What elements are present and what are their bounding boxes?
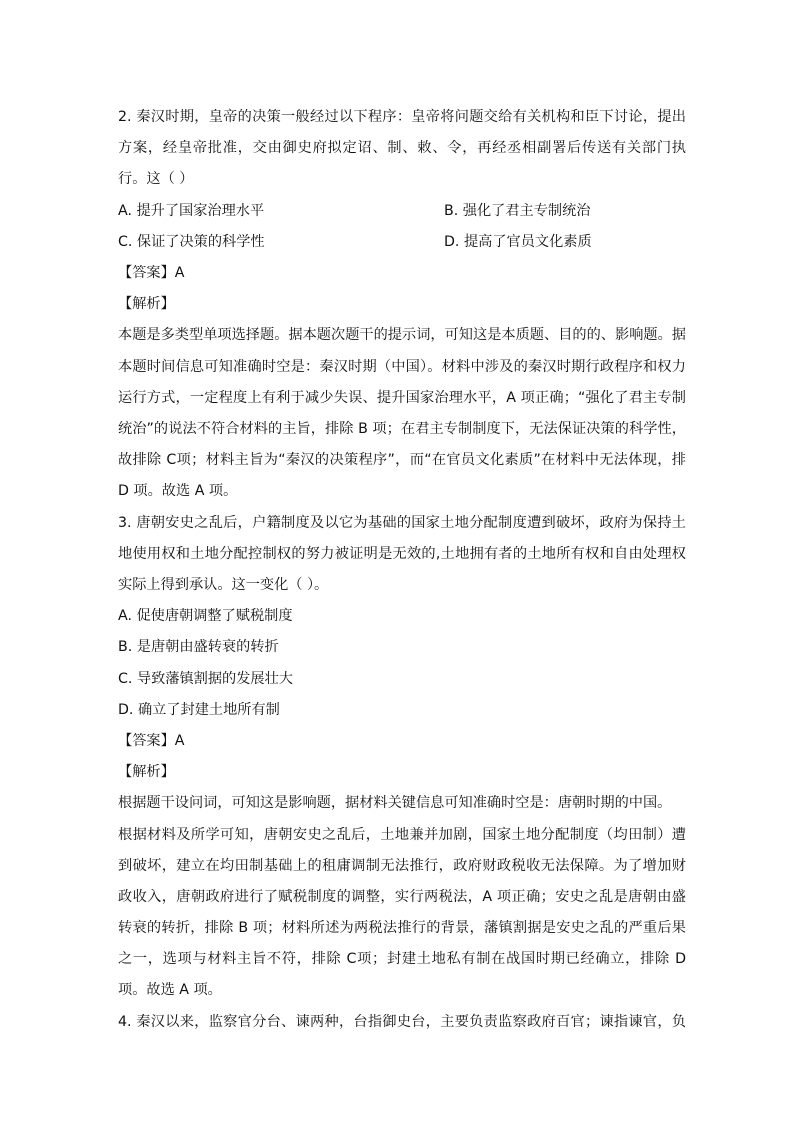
analysis-line: 之一，选项与材料主旨不符，排除 C项；封建土地私有制在战国时期已经确立，排除 D: [118, 951, 686, 968]
question-stem-line: 4. 秦汉以来，监察官分台、谏两种，台指御史台，主要负责监察政府百官；谏指谏官，负: [118, 1013, 686, 1030]
question-3: [118, 508, 686, 1007]
question-stem-line: 3. 唐朝安史之乱后，户籍制度及以它为基础的国家土地分配制度遭到破坏，政府为保持土: [118, 514, 686, 531]
analysis-line: 本题时间信息可知准确时空是：秦汉时期（中国）。材料中涉及的秦汉时期行政程序和权力: [118, 358, 686, 375]
option-d: D. 提高了官员文化素质: [444, 233, 592, 250]
analysis-line: 项。故选 A 项。: [118, 982, 222, 999]
page-content: [118, 102, 686, 1038]
question-2: [118, 102, 686, 508]
analysis-label: 【解析】: [118, 296, 175, 313]
question-stem-line: 地使用权和土地分配控制权的努力被证明是无效的,土地拥有者的土地所有权和自由处理权: [118, 545, 686, 562]
question-stem-line: 2. 秦汉时期，皇帝的决策一般经过以下程序：皇帝将问题交给有关机构和臣下讨论，提出: [118, 109, 686, 125]
analysis-label: 【解析】: [118, 764, 175, 781]
analysis-line: 根据材料及所学可知，唐朝安史之乱后，土地兼并加剧，国家土地分配制度（均田制）遭: [118, 826, 686, 843]
option-row: [118, 196, 686, 227]
analysis-line: 本题是多类型单项选择题。据本题次题干的提示词，可知这是本质题、目的的、影响题。据: [118, 327, 686, 344]
analysis-line: 转衰的转折，排除 B 项；材料所述为两税法推行的背景，藩镇割据是安史之乱的严重后果: [118, 920, 686, 937]
option-b: B. 强化了君主专制统治: [444, 202, 591, 219]
option-c: C. 导致藩镇割据的发展壮大: [118, 670, 293, 687]
question-4: [118, 1007, 686, 1038]
question-stem-line: 行。这（ ）: [118, 171, 194, 188]
answer-line: 【答案】A: [118, 264, 185, 281]
analysis-line: 故排除 C项；材料主旨为“秦汉的决策程序”，而“在官员文化素质”在材料中无法体现，排: [118, 452, 686, 469]
analysis-line: 到破坏，建立在均田制基础上的租庸调制无法推行，政府财政税收无法保障。为了增加财: [118, 857, 686, 874]
option-a: A. 提升了国家治理水平: [118, 202, 265, 219]
analysis-line: D 项。故选 A 项。: [118, 483, 238, 500]
analysis-line: 政收入，唐朝政府进行了赋税制度的调整，实行两税法，A 项正确；安史之乱是唐朝由盛: [118, 888, 686, 905]
question-stem-line: 方案，经皇帝批准，交由御史府拟定诏、制、敕、令，再经丞相副署后传送有关部门执: [118, 140, 686, 157]
option-c: C. 保证了决策的科学性: [118, 233, 265, 250]
question-stem-line: 实际上得到承认。这一变化（ ）。: [118, 576, 329, 593]
analysis-line: 根据题干设问词，可知这是影响题，据材料关键信息可知准确时空是：唐朝时期的中国。: [118, 795, 672, 812]
option-a: A. 促使唐朝调整了赋税制度: [118, 608, 293, 625]
answer-line: 【答案】A: [118, 732, 185, 749]
analysis-line: 统治”的说法不符合材料的主旨，排除 B 项；在君主专制制度下，无法保证决策的科学性，: [118, 420, 686, 437]
analysis-line: 运行方式，一定程度上有利于减少失误、提升国家治理水平，A 项正确；“强化了君主专制: [118, 389, 686, 406]
option-d: D. 确立了封建土地所有制: [118, 701, 280, 718]
option-b: B. 是唐朝由盛转衰的转折: [118, 639, 279, 656]
option-row: [118, 227, 686, 258]
